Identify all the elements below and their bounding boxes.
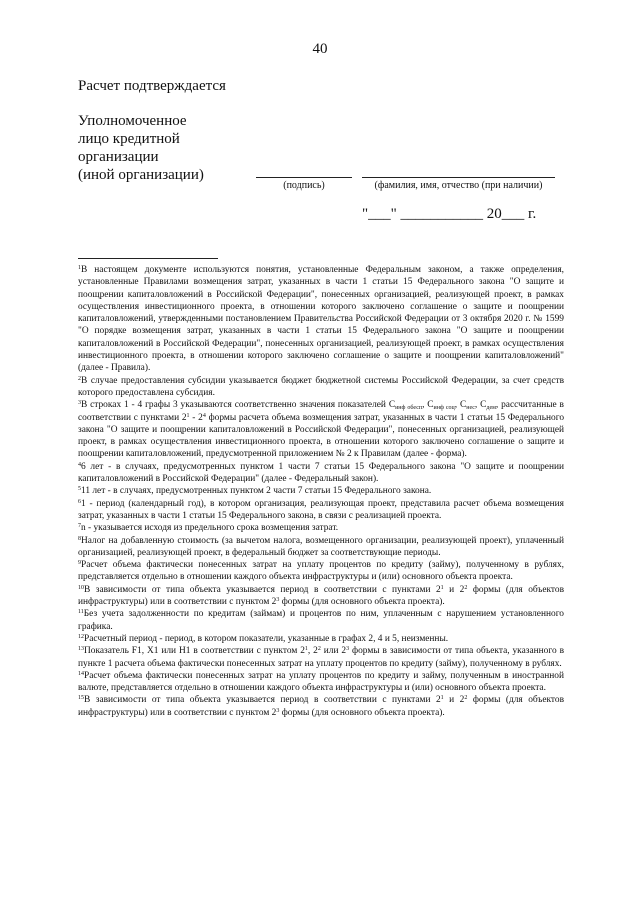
footnote [78, 375, 564, 400]
subscript: инф соц [433, 405, 455, 412]
footnote-number: 8 [78, 535, 81, 542]
footnote-number: 3 [78, 400, 81, 407]
subscript: инф обесп [395, 405, 423, 412]
footnote-text: или 2 [320, 646, 347, 657]
footnote-text: Расчет объема фактически понесенных затрат на уплату процентов по кредиту (займу), полученному в рублях, представляется отдельно в отношении каждого объекта инфраструктуры и (или) основного объекта проекта. [78, 560, 564, 583]
footnote [78, 645, 564, 670]
footnote-text: формы (для объектов инфраструктуры) или в соответствии с пунктом 2 [78, 584, 564, 608]
superscript: 1 [304, 646, 308, 653]
footnote-text: 1 - период (календарный год), в котором организация, реализующая проект, представила расчет объема возмещения затрат, указанных в части 1 статьи 15 Федерального закона, в связи с реализацией проекта. [78, 498, 564, 521]
authorized-person-label [78, 112, 238, 184]
full-name-caption: (фамилия, имя, отчество (при наличии) [374, 180, 543, 191]
footnote-text: формы расчета объема возмещения затрат, указанных в части 1 статьи 15 Федерального закона "О защите и поощрении капиталовложений в Российской Федерации", понесенных организацией, реализующей проект, в рамках осуществления инвестиционного проекта, в отношении которого заключено соглашение о защите и поощрении капиталовложений, предусмотренной приложением № 2 к Правилам (далее - форма). [78, 412, 565, 460]
footnote-number: 6 [78, 498, 81, 505]
footnote-text: формы (для основного объекта проекта). [279, 707, 445, 718]
footnote-text: формы (для объектов инфраструктуры) или в соответствии с пунктом 2 [78, 695, 564, 718]
full-name-line[interactable] [362, 177, 555, 178]
signature-line[interactable] [256, 177, 352, 178]
footnote-text: В случае предоставления субсидии указывается бюджет бюджетной системы Российской Федерации, за счет средств которого предоставлена субсидия. [78, 375, 564, 398]
footnote-number: 14 [78, 670, 84, 677]
footnote-text: В зависимости от типа объекта указывается период в соответствии с пунктами 2 [84, 584, 441, 595]
footnote-text: и 2 [443, 584, 465, 595]
footnote-text: и 2 [443, 695, 465, 706]
superscript: 4 [202, 412, 206, 419]
footnote [78, 584, 564, 609]
footnote-text: , С [454, 400, 467, 411]
authorized-line-3: организации [78, 149, 159, 165]
footnote-text: , С [422, 400, 434, 411]
page-number: 40 [312, 41, 328, 57]
footnote [78, 670, 564, 695]
footnote-text: В строках 1 - 4 графы 3 указываются соответственно значения показателей С [81, 400, 396, 411]
footnote-number: 10 [78, 584, 84, 591]
footnote-text: формы (для основного объекта проекта). [279, 597, 445, 608]
footnote-number: 9 [78, 560, 81, 567]
footnote-text: Расчетный период - период, в котором показатели, указанные в графах 2, 4 и 5, неизменны. [84, 633, 449, 644]
footnote [78, 485, 564, 497]
authorized-line-4: (иной организации) [78, 167, 204, 183]
footnote-number: 7 [78, 523, 81, 530]
footnote-text: 6 лет - в случаях, предусмотренных пунктом 1 части 7 статьи 15 Федерального закона "О защите и поощрении капиталовложений в Российской Федерации" (далее - Федеральный закон). [78, 461, 564, 485]
footnote-text: 11 лет - в случаях, предусмотренных пунктом 2 части 7 статьи 15 Федерального закона. [81, 486, 432, 497]
footnote [78, 535, 564, 560]
footnote-text: , С [474, 400, 487, 411]
footnote-text: В настоящем документе используются понятия, установленные Федеральным законом, а также определения, установленные Правилами возмещения затрат, указанных в части 1 статьи 15 Федерального закона "О защите и поощрении капиталовложений в Российской Федерации", понесенных организацией, реализующей проект, в рамках осуществления инвестиционного проекта, в отношении которого заключено соглашение о защите и поощрении капиталовложений, утвержденными постановлением Правительства Российской Федерации от 3 октября 2020 г. № 1599 "О порядке возмещения затрат, указанных в части 1 статьи 15 Федерального закона "О защите и поощрении капиталовложений в Российской Федерации", понесенных организацией, реализующей проект, в рамках осуществления инвестиционного проекта, в отношении которого заключено соглашение о защите и поощрении капиталовложений" (далее - Правила). [78, 265, 564, 374]
footnote [78, 559, 564, 584]
footnote-text: - 2 [189, 412, 203, 423]
footnote-number: 11 [78, 609, 84, 616]
footnote [78, 608, 564, 633]
footnote-text: , рассчитанные в соответствии с пунктами 2 [78, 400, 564, 423]
footnote-number: 15 [78, 695, 84, 702]
footnote-text: , 2 [307, 646, 318, 657]
footnotes [78, 264, 564, 719]
footnote-text: n - указывается исходя из предельного срока возмещения затрат. [81, 523, 339, 534]
superscript: 1 [186, 412, 190, 419]
signature-caption: (подпись) [283, 180, 325, 191]
authorized-line-2: лицо кредитной [78, 131, 180, 147]
footnote [78, 522, 564, 534]
superscript: 2 [464, 695, 468, 702]
footnote-text: формы в зависимости от типа объекта, указанного в пункте 1 расчета объема фактически понесенных затрат на уплату процентов по кредиту (займу), полученному в рублях. [78, 646, 564, 669]
footnote [78, 498, 564, 523]
footnote-text: Налог на добавленную стоимость (за вычетом налога, возмещенного организации, реализующей проект), уплаченный организацией, реализующей проект, в федеральный бюджет за соответствующие периоды. [78, 535, 564, 558]
footnote-number: 5 [78, 486, 81, 493]
footnote [78, 694, 564, 719]
footnote-number: 12 [78, 633, 84, 640]
authorized-line-1: Уполномоченное [78, 113, 187, 129]
superscript: 1 [440, 695, 444, 702]
confirmation-heading: Расчет подтверждается [78, 78, 226, 94]
footnote-text: Показатель F1, X1 или H1 в соответствии с пунктом 2 [84, 646, 305, 657]
footnote-text: В зависимости от типа объекта указывается период в соответствии с пунктами 2 [84, 695, 441, 706]
footnote-number: 4 [78, 461, 81, 468]
footnote-number: 13 [78, 646, 84, 653]
superscript: 3 [276, 707, 280, 714]
footnote-number: 2 [78, 375, 81, 382]
footnote [78, 264, 564, 375]
footnote [78, 461, 564, 486]
superscript: 3 [346, 646, 350, 653]
subscript: нес [466, 405, 475, 412]
footnote-separator [78, 258, 218, 259]
footnote-number: 1 [78, 265, 81, 271]
superscript: 3 [276, 597, 280, 604]
superscript: 1 [440, 584, 444, 591]
footnote [78, 633, 564, 645]
date-line[interactable]: "___" ___________ 20___ г. [362, 206, 537, 222]
superscript: 2 [317, 646, 321, 653]
footnote-text: Расчет объема фактически понесенных затрат на уплату процентов по кредиту и займу, полученным в иностранной валюте, представляется отдельно в отношении каждого объекта инфраструктуры и (или) основного объекта проекта. [78, 670, 564, 694]
footnote-text: Без учета задолженности по кредитам (займам) и процентов по ним, уплаченным с нарушением установленного графика. [78, 609, 564, 632]
subscript: дем [486, 405, 496, 412]
footnote [78, 399, 564, 460]
superscript: 2 [464, 584, 468, 591]
